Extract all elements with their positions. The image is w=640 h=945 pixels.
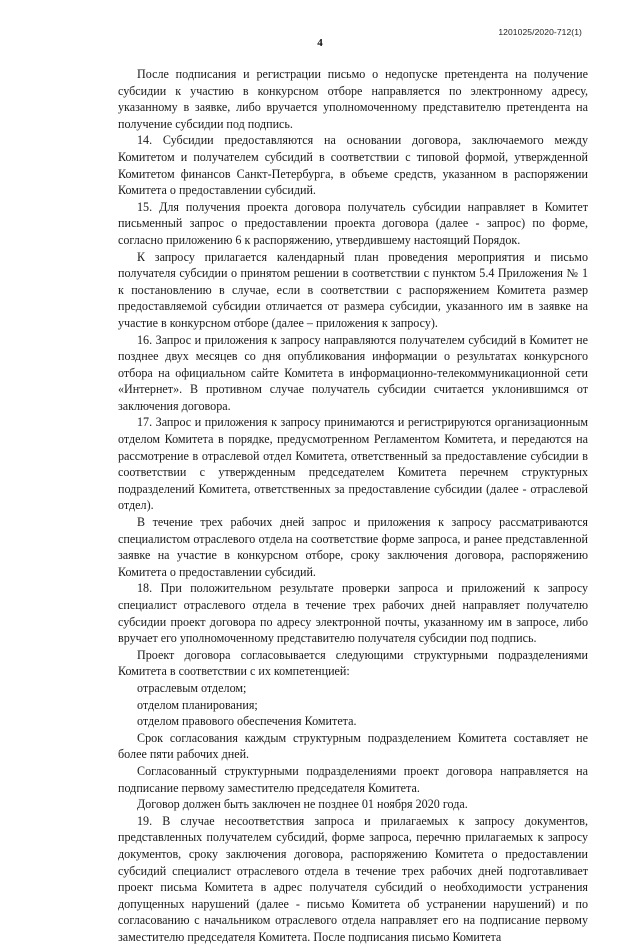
paragraph: 18. При положительном результате проверки запроса и приложений к запросу специалист отраслевого отдела в течение трех рабочих дней направляет получателю субсидии проект договора по адресу электронной почты, указанному им в запросе, либо вручает его уполномоченному представителю получателя субсидии под подпись. <box>118 581 588 646</box>
paragraph: 19. В случае несоответствия запроса и прилагаемых к запросу документов, представленных получателем субсидий, форме запроса, перечню прилагаемых к запросу документов, сроку заключения договора, распоряжению Комитета о предоставлении субсидий специалист отраслевого отдела в течение трех рабочих дней подготавливает проект письма Комитета в адрес получателя субсидий о необходимости устранения допущенных нарушений (далее - письмо Комитета об устранении нарушений) и по согласованию с начальником отраслевого отдела направляет его на подписание первому заместителю председателя Комитета. После подписания письмо Комитета <box>118 813 588 944</box>
paragraph: В течение трех рабочих дней запрос и приложения к запросу рассматриваются специалистом отраслевого отдела на соответствие форме запроса, и ранее представленной заявке на участие в конкурсном отборе, сроку заключения договора, распоряжению Комитета о предоставлении субсидий. <box>118 515 588 579</box>
paragraph: Договор должен быть заключен не позднее 01 ноября 2020 года. <box>137 797 468 812</box>
paragraph: 16. Запрос и приложения к запросу направляются получателем субсидий в Комитет не позднее двух месяцев со дня опубликования информации о результатах конкурсного отбора на официальном сайте Комитета в информационно-телекоммуникационной сети «Интернет». В противном случае получатель субсидии считается уклонившимся от заключения договора. <box>118 332 588 413</box>
paragraph: 14. Субсидии предоставляются на основании договора, заключаемого между Комитетом и получателем субсидий в соответствии с типовой формой, утвержденной Комитетом финансов Санкт-Петербурга, в объеме средств, указанном в распоряжении Комитета о предоставлении субсидий. <box>118 133 588 198</box>
paragraph: 17. Запрос и приложения к запросу принимаются и регистрируются организационным отделом Комитета в порядке, предусмотренном Регламентом Комитета, и передаются на рассмотрение в отраслевой отдел Комитета, ответственный за предоставление субсидии в соответствии с утвержденным председателем Комитета перечнем структурных подразделений Комитета, ответственных за предоставление субсидии (далее - отраслевой отдел). <box>118 415 588 513</box>
paragraph: К запросу прилагается календарный план проведения мероприятия и письмо получателя субсидии о принятом решении в соответствии с пунктом 5.4 Приложения № 1 к постановлению в случае, если в соответствии с распоряжением Комитета размер предоставляемой субсидии отличается от размера субсидии, указанного им в заявке на участие в конкурсном отборе (далее – приложения к запросу). <box>118 249 588 330</box>
document-body <box>118 66 588 945</box>
list-item: отраслевым отделом; <box>137 680 247 695</box>
paragraph: 15. Для получения проекта договора получатель субсидии направляет в Комитет письменный запрос о предоставлении проекта договора (далее - запрос) по форме, согласно приложению 6 к распоряжению, утвердившему настоящий Порядок. <box>118 199 588 247</box>
paragraph: Срок согласования каждым структурным подразделением Комитета составляет не более пяти рабочих дней. <box>118 730 588 762</box>
document-number: 1201025/2020-712(1) <box>498 27 582 37</box>
list-item: отделом правового обеспечения Комитета. <box>137 714 357 729</box>
paragraph: Проект договора согласовывается следующими структурными подразделениями Комитета в соответствии с их компетенцией: <box>118 647 588 679</box>
paragraph: Согласованный структурными подразделениями проект договора направляется на подписание первому заместителю председателя Комитета. <box>118 763 588 795</box>
page-number: 4 <box>317 37 323 49</box>
paragraph: После подписания и регистрации письмо о недопуске претендента на получение субсидии к участию в конкурсном отборе направляется по электронному адресу, указанному в заявке, либо вручается уполномоченному представителю претендента на получение субсидии под подпись. <box>118 67 588 131</box>
list-item: отделом планирования; <box>137 697 258 712</box>
